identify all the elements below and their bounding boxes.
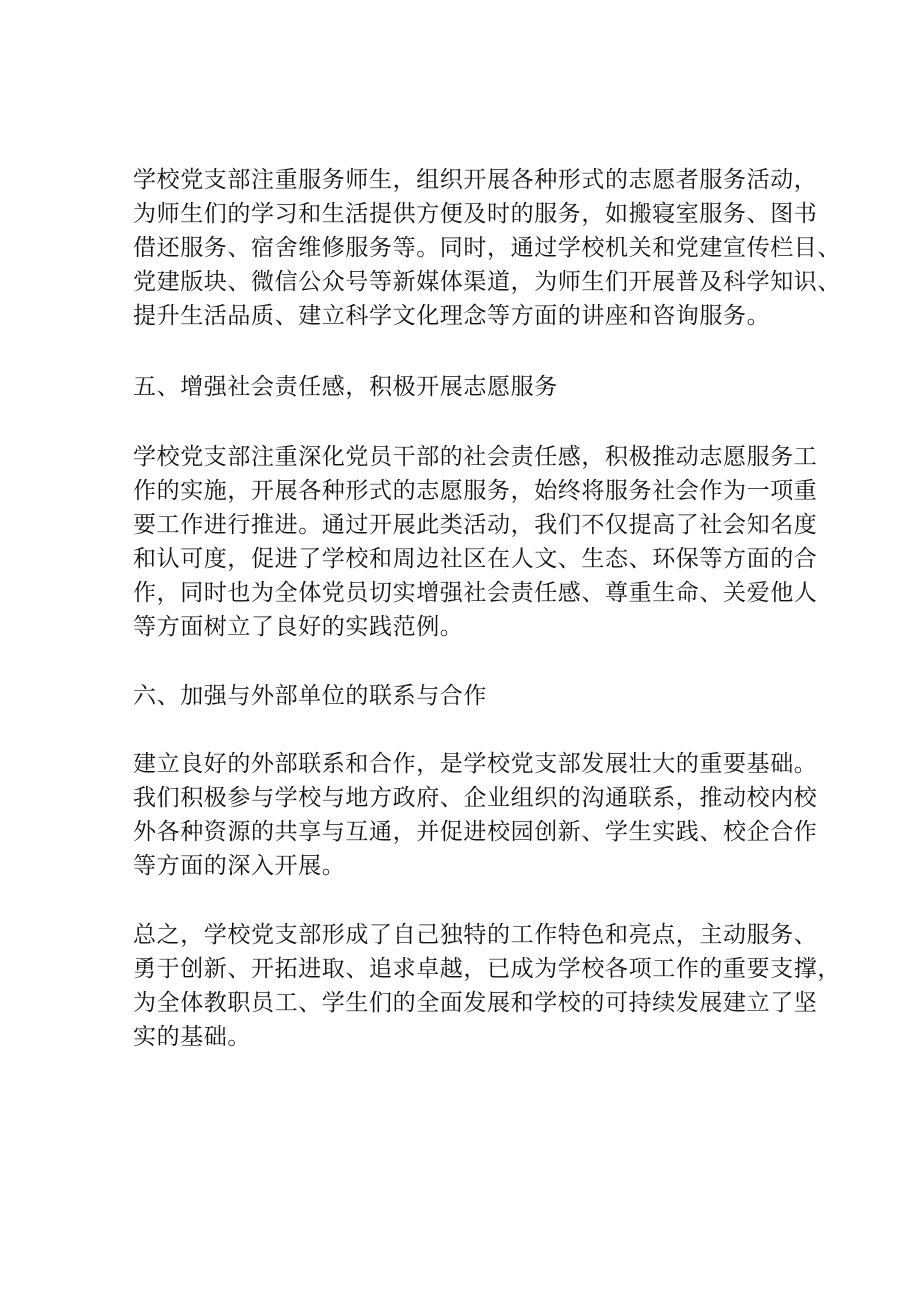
section-heading-5: 五、增强社会责任感，积极开展志愿服务 [133, 374, 558, 400]
text-line: 外各种资源的共享与互通，并促进校园创新、学生实践、校企合作 [133, 819, 818, 845]
text-line: 借还服务、宿舍维修服务等。同时，通过学校机关和党建宣传栏目、 [133, 235, 841, 261]
text-line: 为全体教职员工、学生们的全面发展和学校的可持续发展建立了坚 [133, 990, 818, 1016]
text-line: 等方面树立了良好的实践范例。 [133, 614, 464, 640]
section-heading-6: 六、加强与外部单位的联系与合作 [133, 683, 487, 709]
text-line: 等方面的深入开展。 [133, 853, 346, 879]
text-line: 作的实施，开展各种形式的志愿服务，始终将服务社会作为一项重 [133, 478, 818, 504]
text-line: 总之，学校党支部形成了自己独特的工作特色和亮点，主动服务、 [133, 922, 818, 948]
text-line: 和认可度，促进了学校和周边社区在人文、生态、环保等方面的合 [133, 546, 818, 572]
text-line: 我们积极参与学校与地方政府、企业组织的沟通联系，推动校内校 [133, 785, 818, 811]
text-line: 党建版块、微信公众号等新媒体渠道，为师生们开展普及科学知识、 [133, 269, 841, 295]
text-line: 实的基础。 [133, 1024, 251, 1050]
text-line: 要工作进行推进。通过开展此类活动，我们不仅提高了社会知名度 [133, 512, 818, 538]
text-line: 作，同时也为全体党员切实增强社会责任感、尊重生命、关爱他人 [133, 580, 818, 606]
text-line: 建立良好的外部联系和合作，是学校党支部发展壮大的重要基础。 [133, 751, 818, 777]
text-line: 勇于创新、开拓进取、追求卓越，已成为学校各项工作的重要支撑， [133, 956, 841, 982]
text-line: 学校党支部注重深化党员干部的社会责任感，积极推动志愿服务工 [133, 444, 818, 470]
text-line: 学校党支部注重服务师生，组织开展各种形式的志愿者服务活动， [133, 167, 818, 193]
text-line: 提升生活品质、建立科学文化理念等方面的讲座和咨询服务。 [133, 303, 771, 329]
text-line: 为师生们的学习和生活提供方便及时的服务，如搬寝室服务、图书 [133, 201, 818, 227]
